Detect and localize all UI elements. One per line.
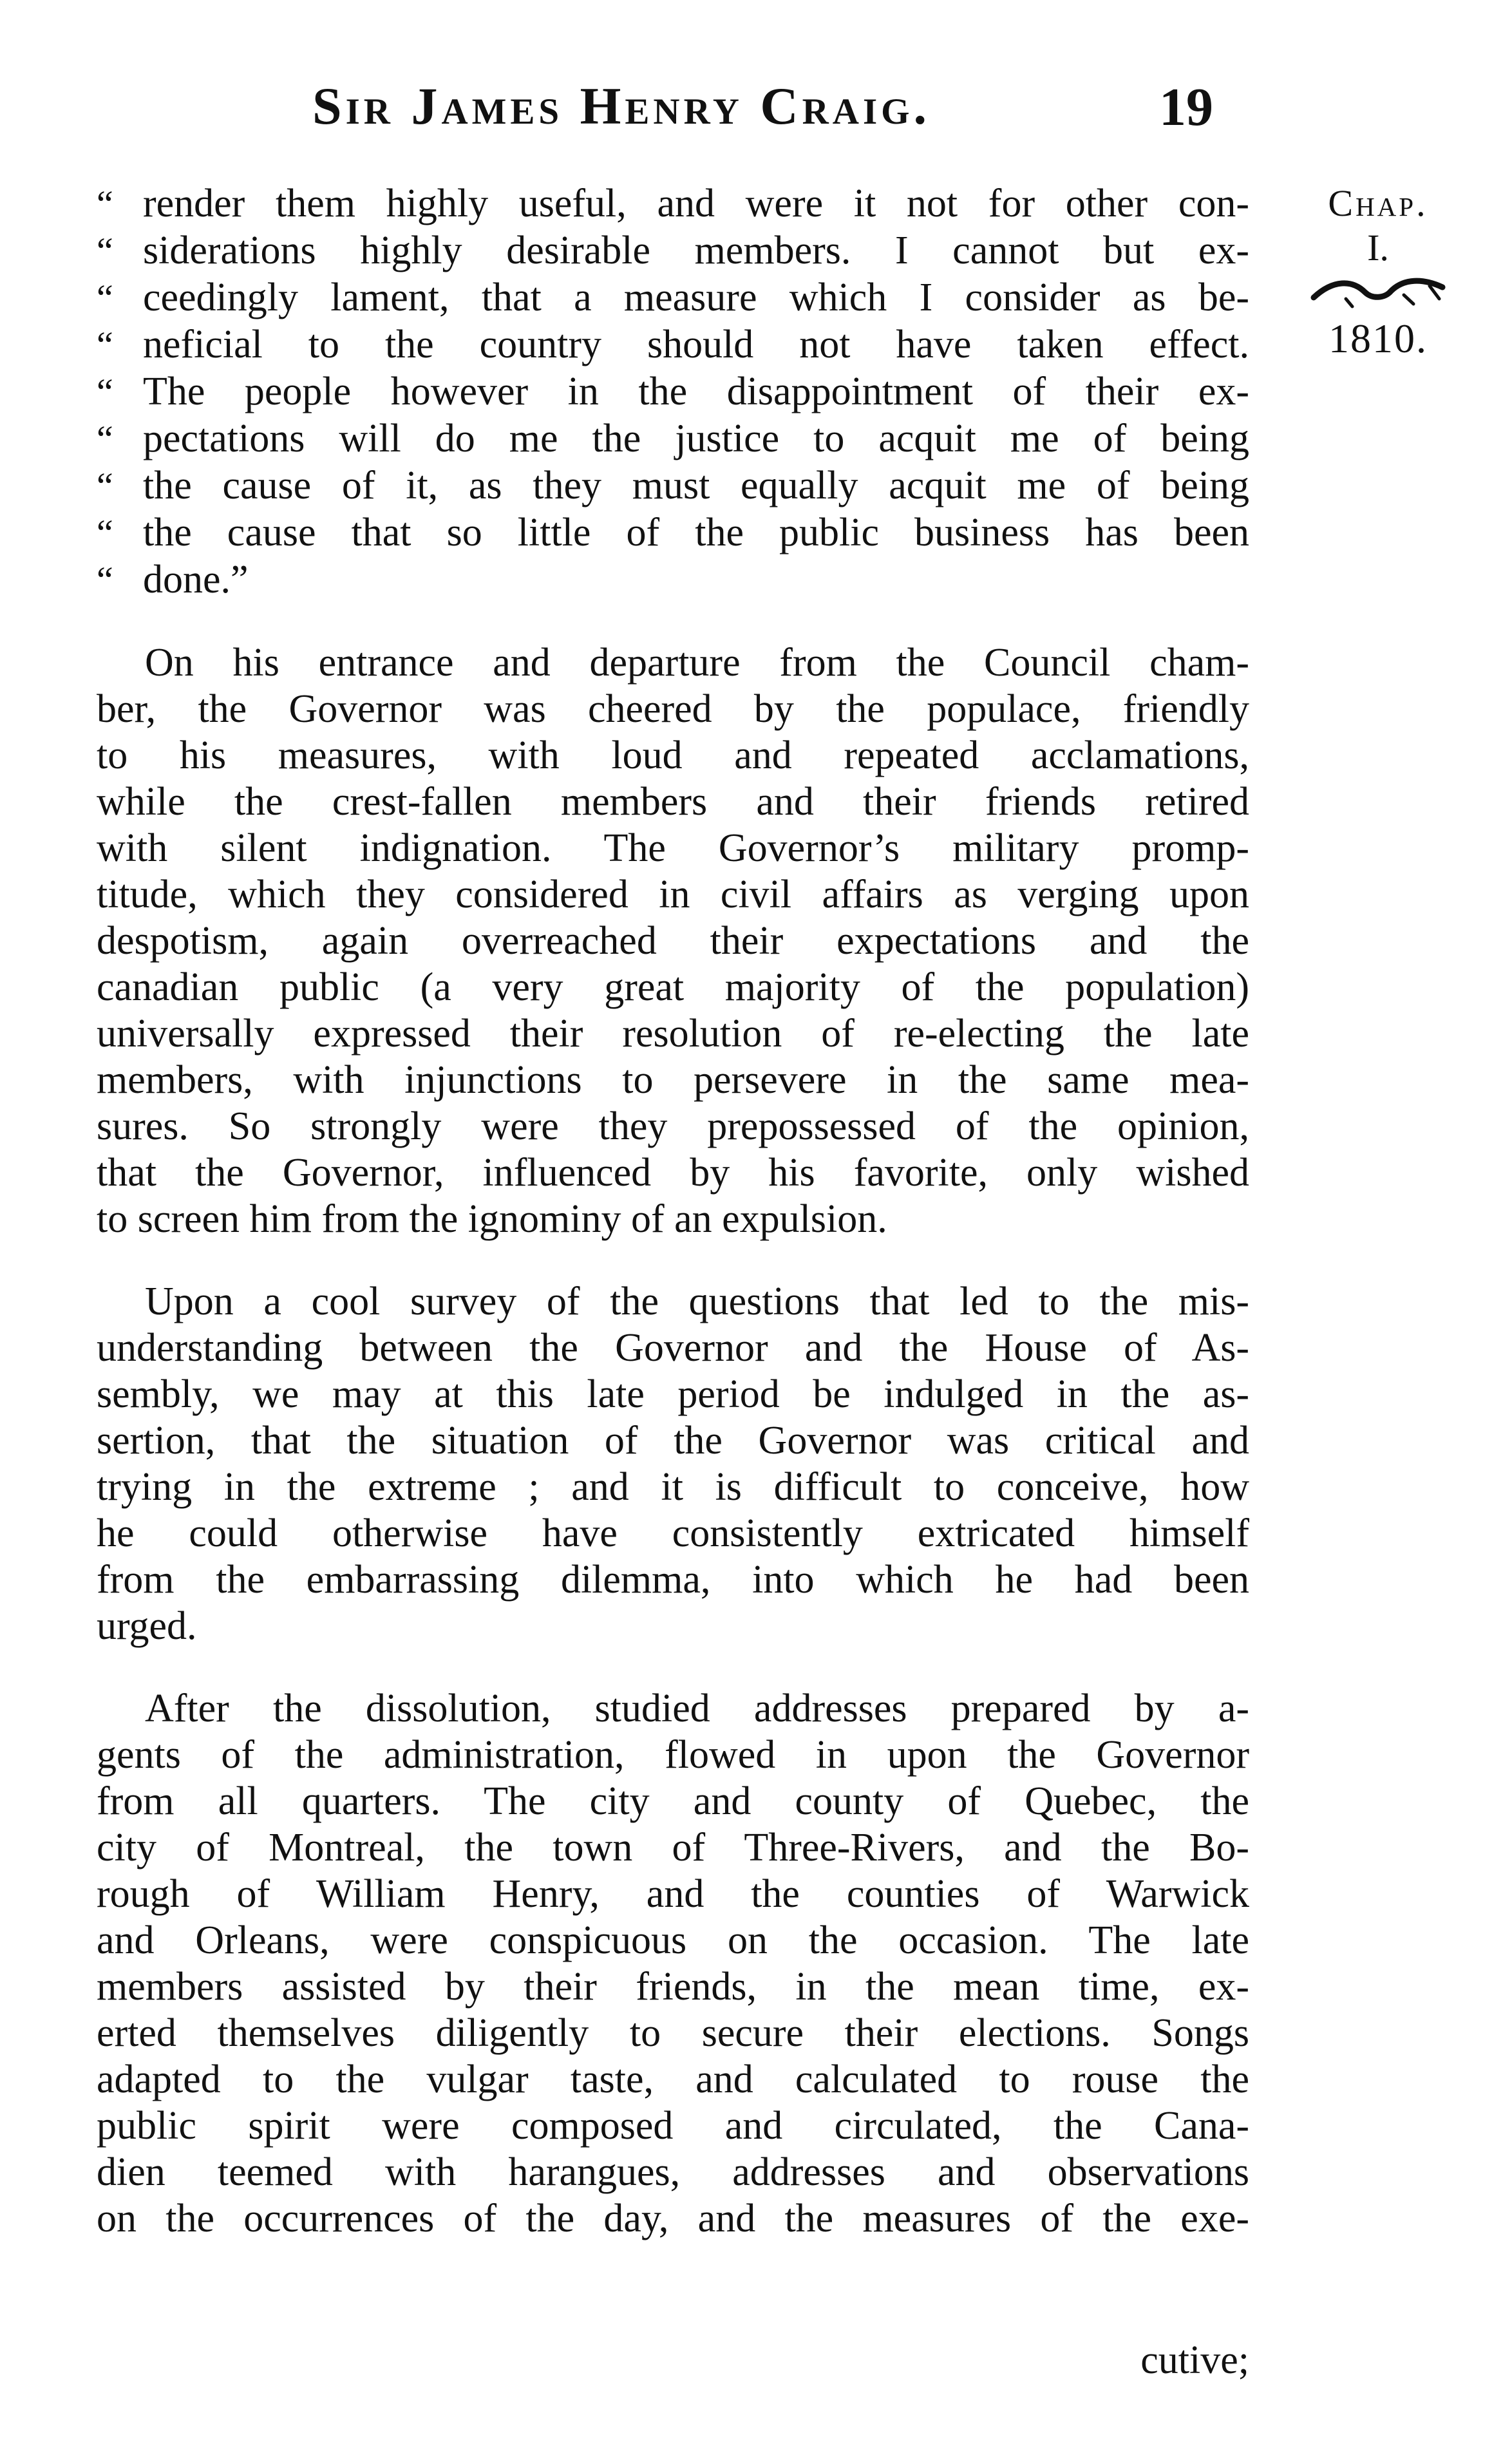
quote-mark: “ (97, 324, 113, 366)
text-line: members assisted by their friends, in the mean time, ex- (97, 1965, 1249, 2009)
quote-mark: “ (97, 465, 113, 507)
text-line: “ render them highly useful, and were it not for other con- (97, 180, 1249, 227)
paragraph-2 (97, 1278, 1249, 1649)
text-line: and Orleans, were conspicuous on the occasion. The late (97, 1918, 1249, 1962)
text-line: sertion, that the situation of the Governor was critical and (97, 1419, 1249, 1462)
text-line: members, with injunctions to persevere in the same mea- (97, 1058, 1249, 1102)
text-line: to screen him from the ignominy of an expulsion. (97, 1197, 887, 1241)
text-line: “ ceedingly lament, that a measure which I consider as be- (97, 274, 1249, 321)
catchword: cutive; (1140, 2338, 1249, 2382)
text-line: titude, which they considered in civil affairs as verging upon (97, 873, 1249, 916)
text-line: gents of the administration, flowed in upon the Governor (97, 1733, 1249, 1777)
body-text (97, 180, 1249, 2242)
quote-mark: “ (97, 371, 113, 413)
text-line: “ The people however in the disappointment of their ex- (97, 368, 1249, 415)
margin-year: 1810. (1328, 316, 1428, 361)
quote-mark: “ (97, 512, 113, 554)
page-number: 19 (1159, 77, 1213, 137)
text-line: “ neficial to the country should not have taken effect. (97, 321, 1249, 368)
paragraph-3 (97, 1685, 1249, 2242)
text-line: while the crest-fallen members and their friends retired (97, 780, 1249, 824)
text-line: understanding between the Governor and the House of As- (97, 1326, 1249, 1370)
chapter-number: I. (1367, 227, 1389, 269)
quote-mark: “ (97, 559, 113, 601)
text-line: dien teemed with harangues, addresses and observations (97, 2150, 1249, 2194)
quote-mark: “ (97, 418, 113, 460)
text-line: with silent indignation. The Governor’s military promp- (97, 826, 1249, 870)
text-line: city of Montreal, the town of Three-Rivers, and the Bo- (97, 1826, 1249, 1869)
text-line: public spirit were composed and circulated, the Cana- (97, 2104, 1249, 2148)
text-line: rough of William Henry, and the counties of Warwick (97, 1872, 1249, 1916)
text-line: he could otherwise have consistently extricated himself (97, 1511, 1249, 1555)
text-line: from the embarrassing dilemma, into which he had been (97, 1558, 1249, 1602)
margin-note (1281, 180, 1475, 363)
text-line: that the Governor, influenced by his favorite, only wished (97, 1151, 1249, 1195)
text-line: After the dissolution, studied addresses prepared by a- (145, 1687, 1249, 1730)
text-line: Upon a cool survey of the questions that led to the mis- (145, 1280, 1249, 1323)
text-line: “ done.” (97, 556, 1249, 603)
text-line: to his measures, with loud and repeated acclamations, (97, 734, 1249, 777)
running-head: Sir James Henry Craig. (312, 77, 931, 135)
text-line: urged. (97, 1604, 197, 1648)
text-line: erted themselves diligently to secure their elections. Songs (97, 2011, 1249, 2055)
text-line: “ the cause that so little of the public business has been (97, 509, 1249, 556)
text-line: sures. So strongly were they prepossessed of the opinion, (97, 1104, 1249, 1148)
text-line: trying in the extreme ; and it is difficult to conceive, how (97, 1465, 1249, 1509)
text-line: adapted to the vulgar taste, and calculated to rouse the (97, 2058, 1249, 2101)
text-line: ber, the Governor was cheered by the populace, friendly (97, 687, 1249, 731)
quote-mark: “ (97, 230, 113, 272)
text-line: “ siderations highly desirable members. I cannot but ex- (97, 227, 1249, 274)
page-header (97, 76, 1294, 147)
text-line: canadian public (a very great majority of the population) (97, 965, 1249, 1009)
quote-mark: “ (97, 277, 113, 319)
chapter-label: Chap. (1328, 182, 1428, 224)
text-line: universally expressed their resolution of re-electing the late (97, 1012, 1249, 1055)
text-line: from all quarters. The city and county of Quebec, the (97, 1779, 1249, 1823)
text-line: On his entrance and departure from the Council cham- (145, 641, 1249, 685)
text-line: on the occurrences of the day, and the measures of the exe- (97, 2197, 1249, 2240)
paragraph-1 (97, 639, 1249, 1242)
text-line: “ the cause of it, as they must equally acquit me of being (97, 462, 1249, 509)
flourish-ornament-icon (1307, 273, 1449, 312)
text-line: “ pectations will do me the justice to acquit me of being (97, 415, 1249, 462)
text-line: sembly, we may at this late period be indulged in the as- (97, 1372, 1249, 1416)
text-line: despotism, again overreached their expectations and the (97, 919, 1249, 963)
quote-mark: “ (97, 183, 113, 225)
quoted-letter (97, 180, 1249, 603)
